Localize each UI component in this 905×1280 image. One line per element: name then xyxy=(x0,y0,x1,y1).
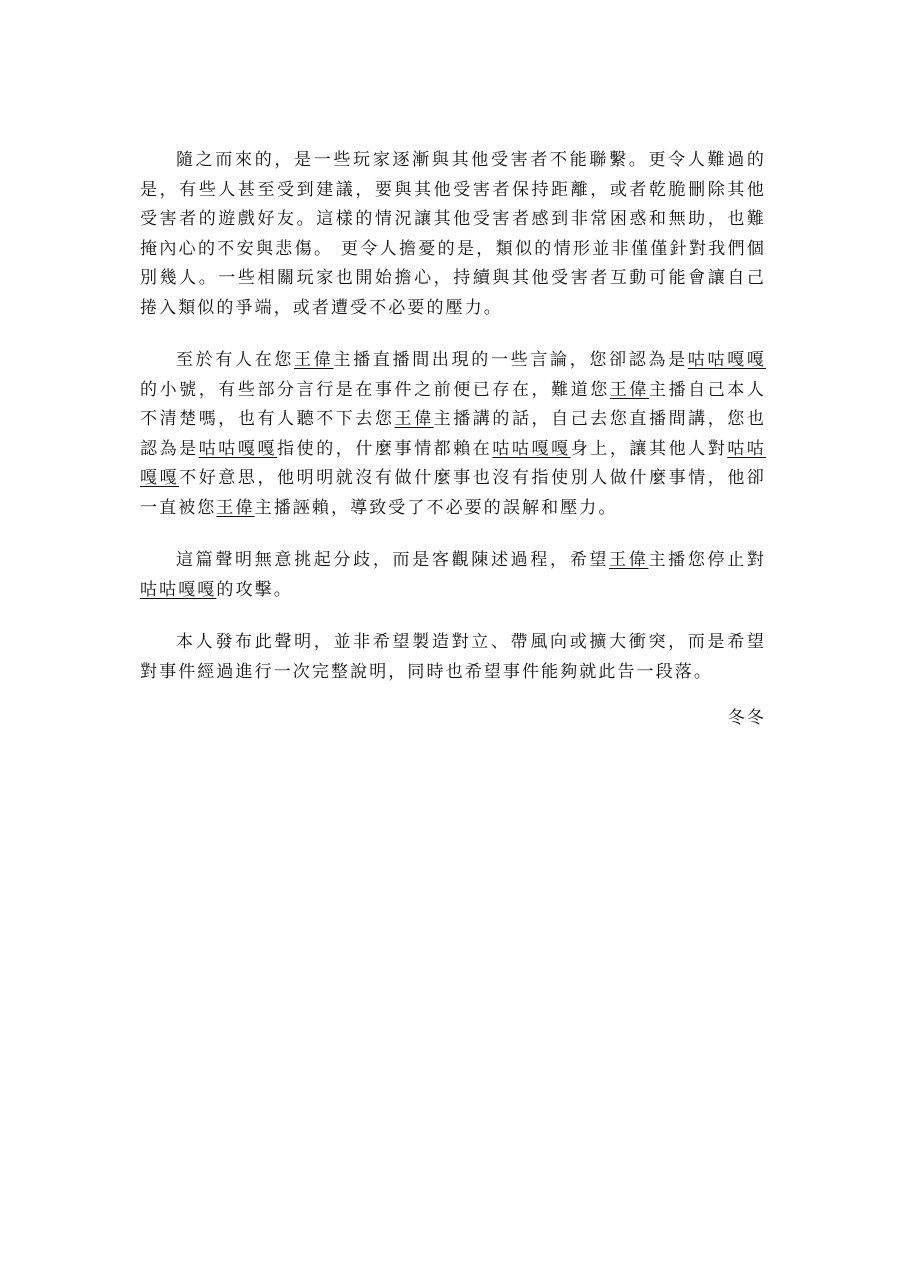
underlined-name: 咕咕嘎嘎 xyxy=(140,579,217,600)
paragraph xyxy=(140,146,766,323)
paragraph-text: 本人發布此聲明，並非希望製造對立、帶風向或擴大衝突，而是希望對事件經過進行一次完整說明，同時也希望事件能夠就此告一段落。 xyxy=(140,632,766,682)
paragraph-list xyxy=(140,146,766,687)
signature: 冬冬 xyxy=(727,708,766,728)
paragraph xyxy=(140,628,766,687)
paragraph-text: 主播誣賴，導致受了不必要的誤解和壓力。 xyxy=(254,497,618,518)
underlined-name: 咕咕嘎嘎 xyxy=(492,438,571,459)
underlined-name: 咕咕嘎嘎 xyxy=(140,438,766,488)
paragraph-text: 不好意思，他明明就沒有做什麼事也沒有指使別人做什麼事情，他卻一直被您 xyxy=(140,468,766,518)
document-body xyxy=(140,146,766,734)
paragraph-text: 這篇聲明無意挑起分歧，而是客觀陳述過程，希望 xyxy=(176,550,610,570)
underlined-name: 咕咕嘎嘎 xyxy=(687,350,766,370)
paragraph-text: 隨之而來的，是一些玩家逐漸與其他受害者不能聯繫。更令人難過的是，有些人甚至受到建議，要與其他受害者保持距離，或者乾脆刪除其他受害者的遊戲好友。這樣的情況讓其他受害者感到非常困惑和無助，也難掩內心的不安與悲傷。 更令人擔憂的是，類似的情形並非僅僅針對我們個別幾人。一些相關玩家也開始擔心，持續與其他受害者互動可能會讓自己捲入類似的爭端，或者遭受不必要的壓力。 xyxy=(140,150,766,318)
paragraph xyxy=(140,546,766,605)
underlined-name: 王偉 xyxy=(216,497,255,518)
paragraph-text: 至於有人在您 xyxy=(176,350,295,370)
paragraph-text: 主播自己本人不清楚嗎，也有人聽不下去您 xyxy=(140,379,766,429)
underlined-name: 王偉 xyxy=(609,379,649,400)
underlined-name: 咕咕嘎嘎 xyxy=(198,438,278,459)
underlined-name: 王偉 xyxy=(294,350,334,370)
paragraph-text: 主播講的話，自己去您直播間講，您也認為是 xyxy=(140,409,766,459)
paragraph-text: 主播直播間出現的一些言論，您卻認為是 xyxy=(333,350,688,370)
paragraph-text: 的小號，有些部分言行是在事件之前便已存在，難道您 xyxy=(140,379,610,400)
paragraph xyxy=(140,346,766,523)
paragraph-text: 指使的，什麼事情都賴在 xyxy=(277,438,493,459)
underlined-name: 王偉 xyxy=(609,550,649,570)
underlined-name: 王偉 xyxy=(394,409,434,429)
paragraph-text: 身上，讓其他人對 xyxy=(570,438,728,459)
paragraph-text: 的攻擊。 xyxy=(216,579,293,600)
paragraph-text: 主播您停止對 xyxy=(648,550,766,570)
